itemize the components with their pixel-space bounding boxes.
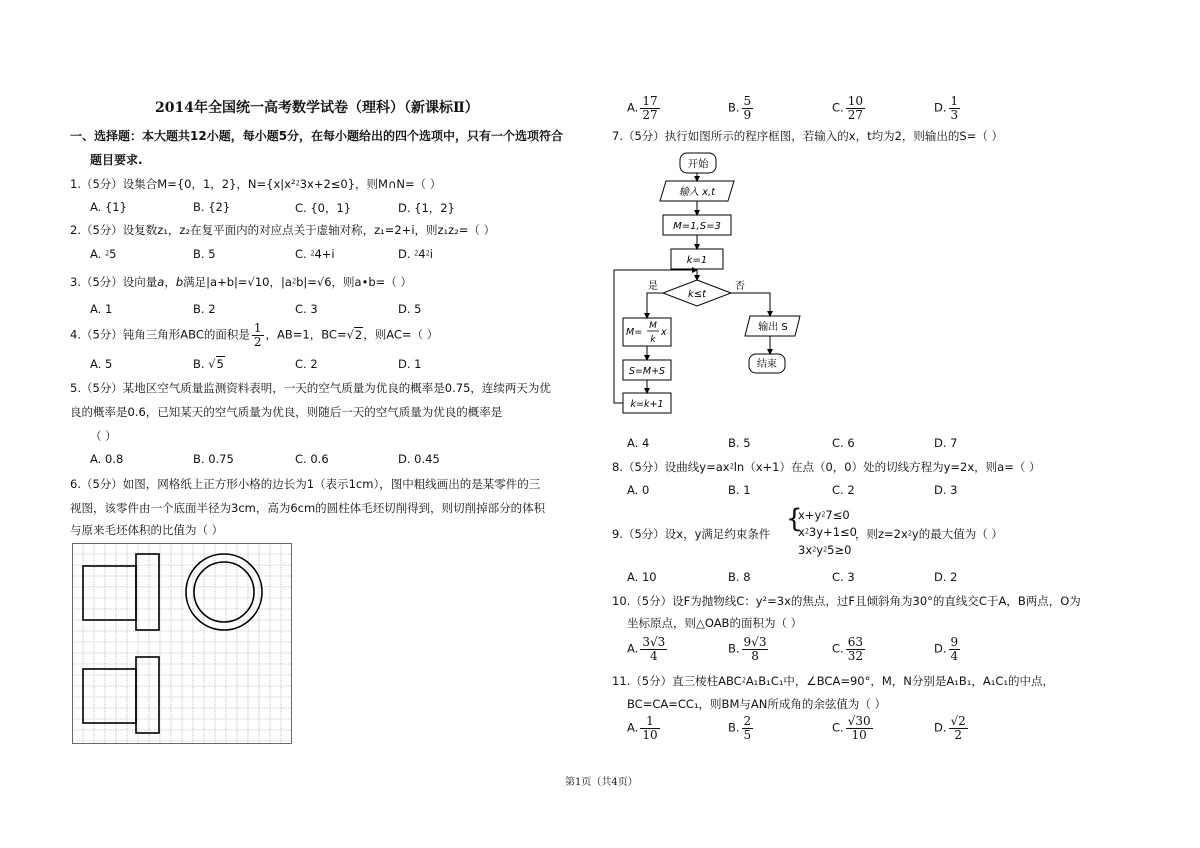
question-5: 5.（5分）某地区空气质量监测资料表明，一天的空气质量为优良的概率是0.75，连续两天为优 (70, 381, 551, 395)
q6-option-b (728, 95, 755, 121)
flow-s-label: S=M+S (628, 366, 666, 377)
q6-option-c-label: C. (832, 100, 844, 115)
q4-option-a: A. 5 (90, 357, 113, 371)
q5-option-c: C. 0.6 (295, 452, 329, 466)
flow-m-numerator: M (649, 321, 657, 331)
q4-mid: ，AB=1，BC= (265, 327, 347, 342)
question-9-suffix: ，则z=2x⁲y的最大值为（ ） (855, 527, 1003, 541)
q11-option-d (934, 715, 970, 741)
q11-d-denominator: 2 (954, 727, 962, 742)
q6-option-b-label: B. (728, 100, 740, 115)
q8-option-a: A. 0 (627, 483, 650, 497)
q3-mid: 满足| (183, 275, 211, 289)
q10-c-denominator: 32 (847, 648, 863, 663)
flow-init-label: M=1,S=3 (673, 221, 721, 232)
vector-a: a (157, 275, 165, 289)
q6-option-c (832, 95, 867, 121)
question-11-line2: BC=CA=CC₁，则BM与AN所成角的余弦值为（ ） (627, 697, 886, 711)
q6-c-numerator: 10 (847, 94, 863, 108)
q10-option-c-label: C. (832, 641, 844, 656)
program-flowchart (608, 148, 808, 418)
q3-option-d: D. 5 (398, 302, 422, 316)
q3-prefix: 3.（5分）设向量 (70, 275, 158, 289)
side-view-base (83, 669, 136, 723)
flow-condition-label: k≤t (687, 289, 707, 300)
question-10: 10.（5分）设F为抛物线C：y²=3x的焦点，过F且倾斜角为30°的直线交C于A，B两点，O为 (612, 594, 1081, 608)
fraction-numerator: 1 (253, 321, 262, 335)
q6-option-a-label: A. (627, 100, 639, 115)
section-heading-cont: 题目要求. (90, 153, 143, 167)
constraint-brace: { (786, 504, 803, 534)
q8-option-b: B. 1 (728, 483, 751, 497)
fraction-one-half (252, 322, 264, 348)
q1-option-a: A. {1} (90, 200, 127, 214)
q10-a-denominator: 4 (649, 648, 658, 663)
q11-c-denominator: 10 (851, 727, 867, 742)
q6-option-d (934, 95, 962, 121)
flow-yes-label: 是 (648, 281, 658, 292)
q6-b-numerator: 5 (743, 94, 752, 108)
q6-a-denominator: 27 (642, 107, 658, 122)
q10-d-numerator: 9 (950, 635, 959, 649)
flow-start-label: 开始 (687, 158, 709, 170)
three-view-drawing (72, 543, 292, 744)
q3-eq2: |=√6，则 (303, 275, 355, 289)
q6-b-denominator: 9 (743, 107, 752, 122)
q11-option-a-label: A. (627, 720, 639, 735)
question-5-line3: （ ） (90, 429, 117, 443)
q11-a-numerator: 1 (640, 715, 659, 729)
q11-c-numerator: √30 (847, 714, 871, 728)
question-3: 3.（5分）设向量a，b满足|a+b|=√10，|a⁲b|=√6，则a•b=（ ） (70, 275, 412, 289)
q3-end: =（ ） (375, 275, 412, 289)
q10-option-d-label: D. (934, 641, 947, 656)
section-heading: 一、选择题：本大题共12小题，每小题5分，在每小题给出的四个选项中，只有一个选项符合 (70, 129, 564, 143)
flow-input-label: 输入 x,t (678, 187, 716, 198)
question-11: 11.（5分）直三棱柱ABC⁲A₁B₁C₁中，∠BCA=90°，M，N分别是A₁B₁，A₁C₁的中点， (612, 674, 1054, 688)
q11-a-denominator: 10 (642, 727, 658, 742)
front-view-top (136, 554, 159, 630)
top-view-inner-circle (194, 562, 254, 622)
question-10-line2: 坐标原点，则△OAB的面积为（ ） (627, 616, 803, 630)
q2-option-a: A. ⁲5 (90, 247, 117, 261)
q3-option-b: B. 2 (193, 302, 216, 316)
side-view-top (136, 657, 159, 733)
q11-option-c (832, 715, 875, 741)
q7-option-a: A. 4 (627, 436, 650, 450)
page-title: 2014年全国统一高考数学试卷（理科）（新课标Ⅱ） (155, 100, 479, 116)
q10-option-b (728, 636, 770, 662)
question-6-line3: 与原来毛坯体积的比值为（ ） (70, 523, 224, 537)
q11-option-a (627, 715, 662, 741)
q11-b-numerator: 2 (743, 714, 752, 728)
flow-output-label: 输出 S (758, 322, 788, 333)
page-footer: 第1页（共4页） (565, 777, 638, 788)
q4-option-c: C. 2 (295, 357, 318, 371)
top-view-outer-circle (186, 554, 262, 630)
q3-dot-product: a•b (354, 275, 376, 289)
q4-option-b-radicand: 5 (216, 357, 224, 371)
q8-option-d: D. 3 (934, 483, 958, 497)
q11-option-b-label: B. (728, 720, 740, 735)
q11-option-d-label: D. (934, 720, 947, 735)
q1-option-b: B. {2} (193, 200, 231, 214)
vector-b: b (175, 275, 184, 289)
q6-option-d-label: D. (934, 100, 947, 115)
q10-option-a (627, 636, 669, 662)
q9-option-d: D. 2 (934, 570, 958, 584)
flow-inc-label: k=k+1 (630, 399, 664, 410)
q4-radicand: 2 (354, 327, 363, 342)
q3-option-c: C. 3 (295, 302, 318, 316)
q11-b-denominator: 5 (743, 727, 752, 742)
question-6-line2: 视图，该零件由一个底面半径为3cm，高为6cm的圆柱体毛坯切削得到，则切削掉部分的体积 (70, 501, 546, 515)
flow-end-label: 结束 (757, 359, 777, 370)
constraint-1: x+y⁲7≤0 (798, 508, 850, 522)
q7-option-b: B. 5 (728, 436, 751, 450)
q4-prefix: 4.（5分）钝角三角形ABC的面积是 (70, 327, 250, 342)
q6-c-denominator: 27 (847, 107, 863, 122)
q10-option-a-label: A. (627, 641, 639, 656)
constraint-3: 3x⁲y⁲5≥0 (798, 543, 852, 557)
q11-option-b (728, 715, 755, 741)
constraint-2: x⁲3y+1≤0 (798, 525, 857, 539)
q9-option-c: C. 3 (832, 570, 855, 584)
q7-option-d: D. 7 (934, 436, 958, 450)
q5-option-d: D. 0.45 (398, 452, 440, 466)
front-view-base (83, 566, 136, 620)
q6-d-denominator: 3 (950, 107, 959, 122)
q10-option-b-label: B. (728, 641, 740, 656)
q11-option-c-label: C. (832, 720, 844, 735)
q3-eq1: |=√10，| (234, 275, 285, 289)
flow-m-prefix: M= (626, 327, 643, 338)
q2-option-d: D. ⁲4⁲i (398, 247, 433, 261)
q4-option-b: B. √5 (193, 357, 224, 371)
question-2: 2.（5分）设复数z₁，z₂在复平面内的对应点关于虚轴对称，z₁=2+i，则z₁z₂=（ ） (70, 223, 496, 237)
question-9-prefix: 9.（5分）设x，y满足约束条件 (612, 527, 771, 541)
question-4: 4.（5分）钝角三角形ABC的面积是 $\frac{1}{2}$ ，AB=1，BC=√2，则AC=（ ） (70, 321, 439, 349)
q9-option-b: B. 8 (728, 570, 751, 584)
q11-d-numerator: √2 (950, 714, 966, 728)
question-7: 7.（5分）执行如图所示的程序框图，若输入的x，t均为2，则输出的S=（ ） (612, 129, 1004, 143)
q10-c-numerator: 63 (847, 635, 863, 649)
q6-a-numerator: 17 (642, 94, 658, 108)
question-8: 8.（5分）设曲线y=ax⁲ln（x+1）在点（0，0）处的切线方程为y=2x，则a=（ ） (612, 460, 1041, 474)
q10-option-d (934, 636, 962, 662)
q3-sum-vector: a+b (210, 275, 235, 289)
q5-option-b: B. 0.75 (193, 452, 234, 466)
question-6: 6.（5分）如图，网格纸上正方形小格的边长为1（表示1cm），图中粗线画出的是某零件的三 (70, 477, 541, 491)
q9-option-a: A. 10 (627, 570, 657, 584)
q3-option-a: A. 1 (90, 302, 113, 316)
fraction-denominator: 2 (253, 334, 262, 349)
q10-d-denominator: 4 (950, 648, 959, 663)
q1-option-c: C. {0，1} (295, 201, 352, 215)
q2-option-b: B. 5 (193, 247, 216, 261)
q2-option-c: C. ⁲4+i (295, 247, 335, 261)
q10-b-numerator: 9√3 (743, 635, 767, 649)
flow-m-denominator: k (650, 335, 656, 345)
q4-option-d: D. 1 (398, 357, 422, 371)
flow-k-init-label: k=1 (686, 255, 708, 266)
q7-option-c: C. 6 (832, 436, 855, 450)
q4-end: ，则AC=（ ） (363, 327, 439, 342)
q5-option-a: A. 0.8 (90, 452, 124, 466)
q1-option-d: D. {1，2} (398, 201, 455, 215)
q10-b-denominator: 8 (751, 648, 759, 663)
flow-m-suffix: x (661, 327, 667, 338)
q6-option-a (627, 95, 662, 121)
q3-diff-vector: a⁲b (284, 275, 304, 289)
q4-option-b-label: B. (193, 357, 205, 371)
question-5-line2: 良的概率是0.6，已知某天的空气质量为优良，则随后一天的空气质量为优良的概率是 (70, 405, 503, 419)
flow-no-label: 否 (735, 281, 745, 292)
q10-a-numerator: 3√3 (642, 635, 666, 649)
q6-d-numerator: 1 (950, 94, 959, 108)
q10-option-c (832, 636, 867, 662)
question-1: 1.（5分）设集合M={0，1，2}，N={x|x²⁲3x+2≤0}，则M∩N=（ ） (70, 177, 442, 191)
q8-option-c: C. 2 (832, 483, 855, 497)
